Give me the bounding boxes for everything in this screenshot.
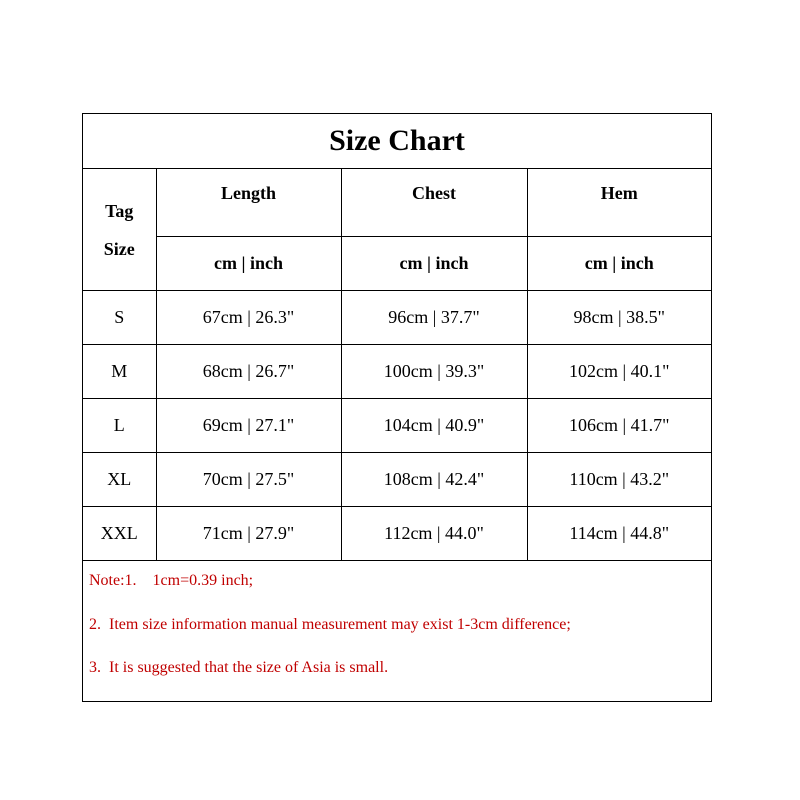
table-row: [83, 345, 711, 399]
tag-size-header: [83, 169, 156, 291]
length-cell: 68cm | 26.7": [156, 345, 341, 399]
notes-section: [83, 551, 711, 701]
unit-header-length: cm | inch: [156, 237, 341, 291]
length-cell: 69cm | 27.1": [156, 399, 341, 453]
table-row: [83, 291, 711, 345]
column-header-length: Length: [156, 169, 341, 237]
length-cell: 70cm | 27.5": [156, 453, 341, 507]
size-cell: XL: [83, 453, 156, 507]
length-cell: 67cm | 26.3": [156, 291, 341, 345]
table-row: [83, 399, 711, 453]
chest-cell: 104cm | 40.9": [341, 399, 527, 453]
note-3: 3. It is suggested that the size of Asia is small.: [89, 659, 389, 676]
size-chart: [82, 113, 712, 702]
chest-cell: 96cm | 37.7": [341, 291, 527, 345]
unit-header-chest: cm | inch: [341, 237, 527, 291]
chest-cell: 112cm | 44.0": [341, 507, 527, 561]
hem-cell: 114cm | 44.8": [527, 507, 711, 561]
chart-title: Size Chart: [83, 114, 711, 169]
size-cell: L: [83, 399, 156, 453]
column-header-chest: Chest: [341, 169, 527, 237]
hem-cell: 110cm | 43.2": [527, 453, 711, 507]
column-header-hem: Hem: [527, 169, 711, 237]
hem-cell: 102cm | 40.1": [527, 345, 711, 399]
unit-header-hem: cm | inch: [527, 237, 711, 291]
size-cell: M: [83, 345, 156, 399]
table-row: [83, 453, 711, 507]
length-cell: 71cm | 27.9": [156, 507, 341, 561]
hem-cell: 98cm | 38.5": [527, 291, 711, 345]
chest-cell: 100cm | 39.3": [341, 345, 527, 399]
unit-row: [83, 237, 711, 291]
size-cell: XXL: [83, 507, 156, 561]
size-cell: S: [83, 291, 156, 345]
size-label: Size: [103, 238, 135, 259]
hem-cell: 106cm | 41.7": [527, 399, 711, 453]
size-table: [83, 169, 711, 561]
note-2: 2. Item size information manual measurement may exist 1-3cm difference;: [89, 616, 571, 633]
chest-cell: 108cm | 42.4": [341, 453, 527, 507]
note-1: Note:1. 1cm=0.39 inch;: [89, 572, 254, 589]
header-row: [83, 169, 711, 237]
tag-label: Tag: [105, 200, 134, 221]
